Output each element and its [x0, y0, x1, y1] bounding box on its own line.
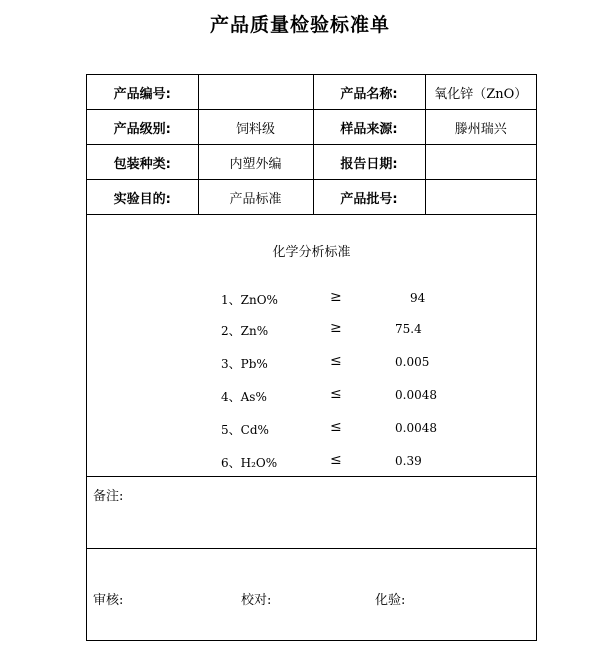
- standard-item: 2、Zn%: [221, 324, 269, 338]
- standard-row: [87, 291, 536, 309]
- standard-row: [87, 388, 536, 406]
- standard-value: 0.0048: [395, 388, 437, 402]
- source-label: 样品来源:: [313, 110, 425, 145]
- standard-operator: ≤: [330, 386, 342, 402]
- product-no-value: [198, 75, 313, 110]
- standard-operator: ≥: [330, 320, 342, 336]
- signature-divider: [87, 548, 536, 549]
- standard-operator: ≤: [330, 452, 342, 468]
- standard-value: 0.005: [395, 355, 430, 369]
- standard-value: 94: [410, 291, 426, 305]
- product-name-value: 氧化锌（ZnO）: [425, 75, 536, 110]
- standard-row: [87, 322, 536, 340]
- info-row-1: [87, 75, 536, 110]
- grade-value: 饲料级: [198, 110, 313, 145]
- review-label: 审核:: [93, 593, 124, 608]
- standard-item: 3、Pb%: [221, 357, 268, 371]
- packaging-label: 包装种类:: [87, 145, 198, 180]
- standard-value: 75.4: [395, 322, 422, 336]
- standard-operator: ≤: [330, 353, 342, 369]
- info-row-4: [87, 180, 536, 215]
- purpose-value: 产品标准: [198, 180, 313, 215]
- info-row-2: [87, 110, 536, 145]
- batch-label: 产品批号:: [313, 180, 425, 215]
- proofread-label: 校对:: [241, 593, 272, 608]
- product-info-table: [87, 75, 536, 215]
- test-label: 化验:: [375, 593, 406, 608]
- info-row-3: [87, 145, 536, 180]
- report-date-value: [425, 145, 536, 180]
- standard-row: [87, 454, 536, 472]
- source-value: 滕州瑞兴: [425, 110, 536, 145]
- standard-item: 6、H₂O%: [221, 456, 278, 470]
- report-date-label: 报告日期:: [313, 145, 425, 180]
- standard-operator: ≥: [330, 289, 342, 305]
- grade-label: 产品级别:: [87, 110, 198, 145]
- standard-item: 5、Cd%: [221, 423, 269, 437]
- purpose-label: 实验目的:: [87, 180, 198, 215]
- remarks-label: 备注:: [93, 489, 124, 504]
- document-title: 产品质量检验标准单: [209, 14, 390, 36]
- standard-title: 化学分析标准: [272, 245, 351, 260]
- remarks-divider: [87, 476, 536, 477]
- standard-value: 0.39: [395, 454, 422, 468]
- standard-item: 4、As%: [221, 390, 267, 404]
- inspection-form: [86, 74, 537, 641]
- product-name-label: 产品名称:: [313, 75, 425, 110]
- standard-item: 1、ZnO%: [221, 293, 278, 307]
- standard-row: [87, 421, 536, 439]
- packaging-value: 内塑外编: [198, 145, 313, 180]
- standard-value: 0.0048: [395, 421, 437, 435]
- standard-row: [87, 355, 536, 373]
- standard-operator: ≤: [330, 419, 342, 435]
- batch-value: [425, 180, 536, 215]
- product-no-label: 产品编号:: [87, 75, 198, 110]
